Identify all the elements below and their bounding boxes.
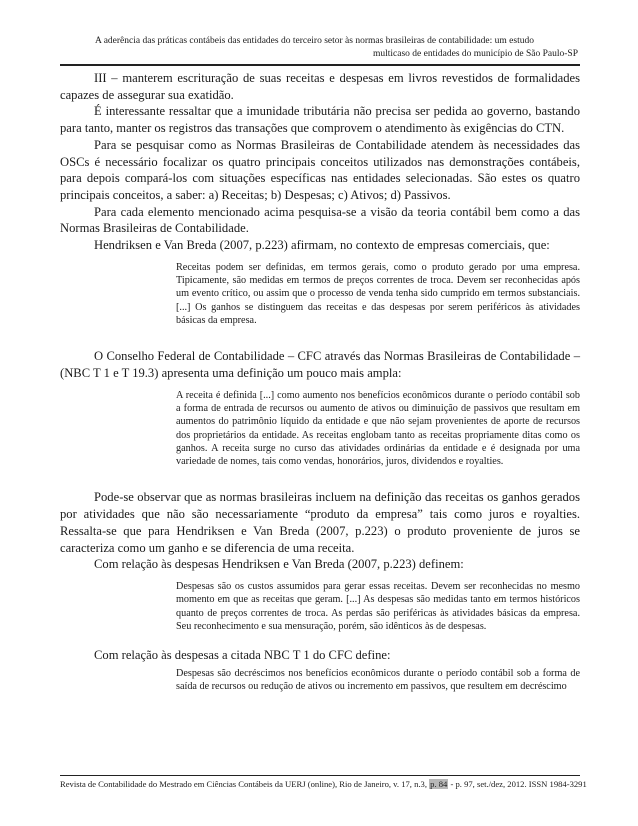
paragraph-nbc-despesas-intro: Com relação às despesas a citada NBC T 1 do CFC define: (94, 648, 391, 663)
footer-page-number: p. 84 (430, 779, 448, 789)
block-quote-despesas: Despesas são os custos assumidos para gerar essas receitas. Devem ser reconhecidas no mesmo momento em que as receitas que geram. [...] As despesas são medidas tanto em termos históricos quanto de preços correntes de troca. As perdas são periféricas às atividades básicas da empresa. Seu reconhecimento e sua mensuração, porém, são idênticos às de despesas. (176, 580, 580, 632)
spacer (60, 333, 580, 348)
paragraph-item-iii: III – manterem escrituração de suas receitas e despesas em livros revestidos de formalidades capazes de assegurar sua exatidão. (60, 71, 580, 102)
page-footer (60, 779, 587, 790)
footer-rule (60, 775, 580, 776)
footer-citation: Revista de Contabilidade do Mestrado em Ciências Contábeis da UERJ (online), Rio de Janeiro, v. 17, n.3, (60, 779, 430, 789)
block-quote-receitas: Receitas podem ser definidas, em termos gerais, como o produto gerado por uma empresa. Tipicamente, são medidas em termos de preços correntes de troca. Devem ser reconhecidas após um evento crítico, ou assim que o processo de venda tenha sido cumprido em termos substanciais. [...] Os ganhos se distinguem das receitas e das despesas por serem periféricos às atividades básicas da empresa. (176, 261, 580, 326)
paragraph-despesas-intro: Com relação às despesas Hendriksen e Van Breda (2007, p.223) definem: (94, 557, 464, 572)
article-body (60, 70, 580, 699)
block-quote-nbc-receita: A receita é definida [...] como aumento nos benefícios econômicos durante o período contábil sob a forma de entrada de recursos ou aumento de ativos ou diminuição de passivos que resultam em aumentos do patrimônio líquido da entidade e que não sejam provenientes de aporte de recursos dos proprietários da entidade. As receitas englobam tanto as receitas propriamente ditas como os ganhos. A receita surge no curso das atividades ordinárias da entidade e é designada por uma variedade de nomes, tais como vendas, honorários, juros, dividendos e royalties. (176, 389, 580, 468)
paragraph-brazilian-norms: Pode-se observar que as normas brasileiras incluem na definição das receitas os ganhos gerados por atividades que não são necessariamente “produto da empresa” tais como juros e royalties. Ressalta-se que para Hendriksen e Van Breda (2007, p.223) o produto proveniente de juros se caracteriza como um ganho e se diferencia de uma receita. (60, 490, 580, 555)
paragraph-hendriksen-intro: Hendriksen e Van Breda (2007, p.223) afirmam, no contexto de empresas comerciais, que: (94, 238, 550, 253)
paragraph-accounting-theory: Para cada elemento mencionado acima pesquisa-se a visão da teoria contábil bem como a das Normas Brasileiras de Contabilidade. (60, 204, 580, 236)
running-header-line-1: A aderência das práticas contábeis das entidades do terceiro setor às normas brasileiras de contabilidade: um estudo (95, 36, 534, 46)
running-header (95, 35, 578, 61)
block-quote-nbc-despesas: Despesas são decréscimos nos benefícios econômicos durante o período contábil sob a forma de saída de recursos ou redução de ativos ou incremento em passivos, que resultem em decréscimo (176, 667, 580, 693)
paragraph-cfc-definition: O Conselho Federal de Contabilidade – CFC através das Normas Brasileiras de Contabilidade – (NBC T 1 e T 19.3) apresenta uma definição um pouco mais ampla: (60, 349, 580, 380)
paragraph-four-concepts: Para se pesquisar como as Normas Brasileiras de Contabilidade atendem às necessidades das OSCs é necessário focalizar os quatro principais conceitos utilizados nas demonstrações contábeis, para depois compará-los com situações específicas nas entidades selecionadas. São estes os quatro principais conceitos, a saber: a) Receitas; b) Despesas; c) Ativos; d) Passivos. (60, 137, 580, 202)
footer-citation-end: - p. 97, set./dez, 2012. ISSN 1984-3291 (448, 779, 587, 789)
paragraph-tax-immunity: É interessante ressaltar que a imunidade tributária não precisa ser pedida ao governo, bastando para tanto, manter os registros das transações que comprovem o atendimento às exigências do CTN. (60, 104, 580, 136)
header-rule (60, 64, 580, 66)
spacer (60, 639, 580, 647)
running-header-line-2: multicaso de entidades do município de São Paulo-SP (372, 49, 578, 59)
spacer (60, 474, 580, 489)
